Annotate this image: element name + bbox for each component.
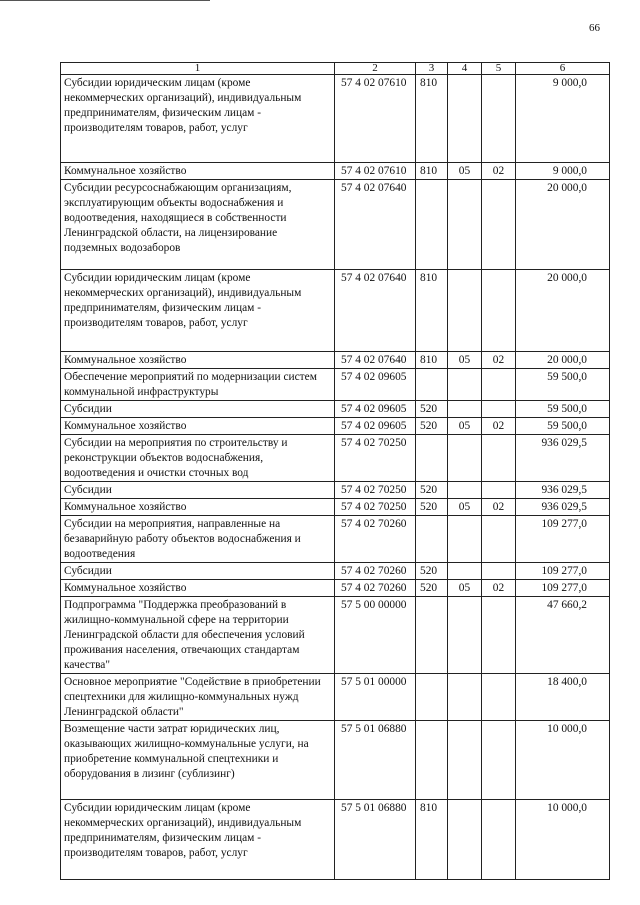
table-row xyxy=(61,482,610,499)
header-cell-6: 6 xyxy=(516,63,610,75)
row-section: 05 xyxy=(448,352,482,369)
row-name: Субсидии xyxy=(61,401,335,418)
row-code: 57 4 02 70250 xyxy=(335,435,416,482)
table-row xyxy=(61,369,610,401)
row-name: Обеспечение мероприятий по модернизации систем коммунальной инфраструктуры xyxy=(61,369,335,401)
row-code: 57 5 00 00000 xyxy=(335,597,416,674)
row-amount: 936 029,5 xyxy=(516,482,610,499)
row-section xyxy=(448,270,482,352)
row-subsection xyxy=(482,674,516,721)
row-code: 57 4 02 70250 xyxy=(335,482,416,499)
row-amount: 936 029,5 xyxy=(516,499,610,516)
row-subsection xyxy=(482,563,516,580)
table-row xyxy=(61,597,610,674)
row-subsection: 02 xyxy=(482,352,516,369)
row-subsection xyxy=(482,270,516,352)
row-amount: 109 277,0 xyxy=(516,516,610,563)
row-amount: 59 500,0 xyxy=(516,401,610,418)
row-code: 57 4 02 07640 xyxy=(335,180,416,270)
header-cell-1: 1 xyxy=(61,63,335,75)
row-name: Субсидии ресурсоснабжающим организациям, эксплуатирующим объекты водоснабжения и водоотведения, находящиеся в собственности Ленинградской области, на лицензирование подземных водозаборов xyxy=(61,180,335,270)
table-row xyxy=(61,580,610,597)
row-code: 57 4 02 70250 xyxy=(335,499,416,516)
row-section xyxy=(448,721,482,800)
row-expense-type: 520 xyxy=(416,499,448,516)
row-code: 57 4 02 70260 xyxy=(335,580,416,597)
row-name: Субсидии юридическим лицам (кроме некоммерческих организаций), индивидуальным предпринимателям, физическим лицам - производителям товаров, работ, услуг xyxy=(61,800,335,880)
row-amount: 936 029,5 xyxy=(516,435,610,482)
row-name: Субсидии на мероприятия, направленные на безаварийную работу объектов водоснабжения и водоотведения xyxy=(61,516,335,563)
table-row xyxy=(61,75,610,163)
row-section xyxy=(448,435,482,482)
row-code: 57 5 01 06880 xyxy=(335,721,416,800)
row-section xyxy=(448,75,482,163)
table-row xyxy=(61,435,610,482)
row-code: 57 4 02 07640 xyxy=(335,352,416,369)
row-amount: 20 000,0 xyxy=(516,352,610,369)
table-row xyxy=(61,800,610,880)
header-row xyxy=(61,63,610,75)
row-expense-type: 520 xyxy=(416,401,448,418)
row-section: 05 xyxy=(448,499,482,516)
table-row xyxy=(61,563,610,580)
row-section xyxy=(448,401,482,418)
row-amount: 109 277,0 xyxy=(516,580,610,597)
row-name: Коммунальное хозяйство xyxy=(61,418,335,435)
row-code: 57 4 02 09605 xyxy=(335,369,416,401)
row-section xyxy=(448,563,482,580)
row-code: 57 4 02 70260 xyxy=(335,516,416,563)
row-code: 57 4 02 07610 xyxy=(335,75,416,163)
row-amount: 20 000,0 xyxy=(516,180,610,270)
row-expense-type xyxy=(416,597,448,674)
header-cell-4: 4 xyxy=(448,63,482,75)
row-subsection xyxy=(482,369,516,401)
row-code: 57 4 02 07640 xyxy=(335,270,416,352)
budget-table xyxy=(60,62,610,880)
table-row xyxy=(61,674,610,721)
row-code: 57 5 01 00000 xyxy=(335,674,416,721)
row-name: Коммунальное хозяйство xyxy=(61,352,335,369)
table-row xyxy=(61,418,610,435)
row-name: Коммунальное хозяйство xyxy=(61,163,335,180)
row-expense-type: 520 xyxy=(416,418,448,435)
page-number: 66 xyxy=(589,22,600,34)
row-expense-type: 810 xyxy=(416,270,448,352)
header-cell-3: 3 xyxy=(416,63,448,75)
row-expense-type: 810 xyxy=(416,75,448,163)
table-row xyxy=(61,270,610,352)
table-row xyxy=(61,499,610,516)
row-section xyxy=(448,674,482,721)
table-row xyxy=(61,721,610,800)
row-subsection: 02 xyxy=(482,163,516,180)
row-amount: 47 660,2 xyxy=(516,597,610,674)
row-name: Возмещение части затрат юридических лиц, оказывающих жилищно-коммунальные услуги, на приобретение коммунальной спецтехники и оборудования в лизинг (сублизинг) xyxy=(61,721,335,800)
row-amount: 18 400,0 xyxy=(516,674,610,721)
row-subsection xyxy=(482,800,516,880)
row-subsection: 02 xyxy=(482,418,516,435)
row-name: Субсидии юридическим лицам (кроме некоммерческих организаций), индивидуальным предпринимателям, физическим лицам - производителям товаров, работ, услуг xyxy=(61,75,335,163)
row-name: Субсидии xyxy=(61,482,335,499)
header-cell-5: 5 xyxy=(482,63,516,75)
row-expense-type xyxy=(416,369,448,401)
row-expense-type: 810 xyxy=(416,352,448,369)
row-amount: 9 000,0 xyxy=(516,163,610,180)
row-expense-type: 520 xyxy=(416,580,448,597)
row-amount: 20 000,0 xyxy=(516,270,610,352)
row-section xyxy=(448,800,482,880)
row-amount: 9 000,0 xyxy=(516,75,610,163)
header-cell-2: 2 xyxy=(335,63,416,75)
row-section xyxy=(448,369,482,401)
row-expense-type: 520 xyxy=(416,482,448,499)
row-subsection xyxy=(482,180,516,270)
row-subsection xyxy=(482,721,516,800)
row-section: 05 xyxy=(448,580,482,597)
row-subsection: 02 xyxy=(482,580,516,597)
row-name: Субсидии юридическим лицам (кроме некоммерческих организаций), индивидуальным предпринимателям, физическим лицам - производителям товаров, работ, услуг xyxy=(61,270,335,352)
row-name: Субсидии xyxy=(61,563,335,580)
row-section xyxy=(448,516,482,563)
row-expense-type: 810 xyxy=(416,163,448,180)
row-name: Подпрограмма "Поддержка преобразований в жилищно-коммунальной сфере на территории Ленинградской области для обеспечения условий проживания населения, отвечающих стандартам качества" xyxy=(61,597,335,674)
row-section xyxy=(448,482,482,499)
table-row xyxy=(61,180,610,270)
row-section: 05 xyxy=(448,418,482,435)
row-name: Коммунальное хозяйство xyxy=(61,580,335,597)
row-subsection: 02 xyxy=(482,499,516,516)
row-expense-type xyxy=(416,674,448,721)
row-amount: 109 277,0 xyxy=(516,563,610,580)
row-expense-type xyxy=(416,435,448,482)
row-expense-type xyxy=(416,180,448,270)
row-subsection xyxy=(482,482,516,499)
row-section xyxy=(448,180,482,270)
row-name: Коммунальное хозяйство xyxy=(61,499,335,516)
top-rule xyxy=(0,0,210,1)
row-subsection xyxy=(482,435,516,482)
row-section: 05 xyxy=(448,163,482,180)
row-expense-type xyxy=(416,721,448,800)
table-row xyxy=(61,163,610,180)
row-expense-type: 520 xyxy=(416,563,448,580)
row-expense-type: 810 xyxy=(416,800,448,880)
row-amount: 10 000,0 xyxy=(516,800,610,880)
table-row xyxy=(61,401,610,418)
row-amount: 59 500,0 xyxy=(516,369,610,401)
row-code: 57 4 02 07610 xyxy=(335,163,416,180)
row-code: 57 4 02 09605 xyxy=(335,401,416,418)
table-row xyxy=(61,516,610,563)
row-amount: 10 000,0 xyxy=(516,721,610,800)
row-amount: 59 500,0 xyxy=(516,418,610,435)
table-row xyxy=(61,352,610,369)
row-subsection xyxy=(482,75,516,163)
row-name: Основное мероприятие "Содействие в приобретении спецтехники для жилищно-коммунальных нужд Ленинградской области" xyxy=(61,674,335,721)
row-subsection xyxy=(482,401,516,418)
row-code: 57 4 02 70260 xyxy=(335,563,416,580)
row-subsection xyxy=(482,597,516,674)
row-subsection xyxy=(482,516,516,563)
row-section xyxy=(448,597,482,674)
row-code: 57 5 01 06880 xyxy=(335,800,416,880)
row-name: Субсидии на мероприятия по строительству и реконструкции объектов водоснабжения, водоотведения и очистки сточных вод xyxy=(61,435,335,482)
row-expense-type xyxy=(416,516,448,563)
row-code: 57 4 02 09605 xyxy=(335,418,416,435)
